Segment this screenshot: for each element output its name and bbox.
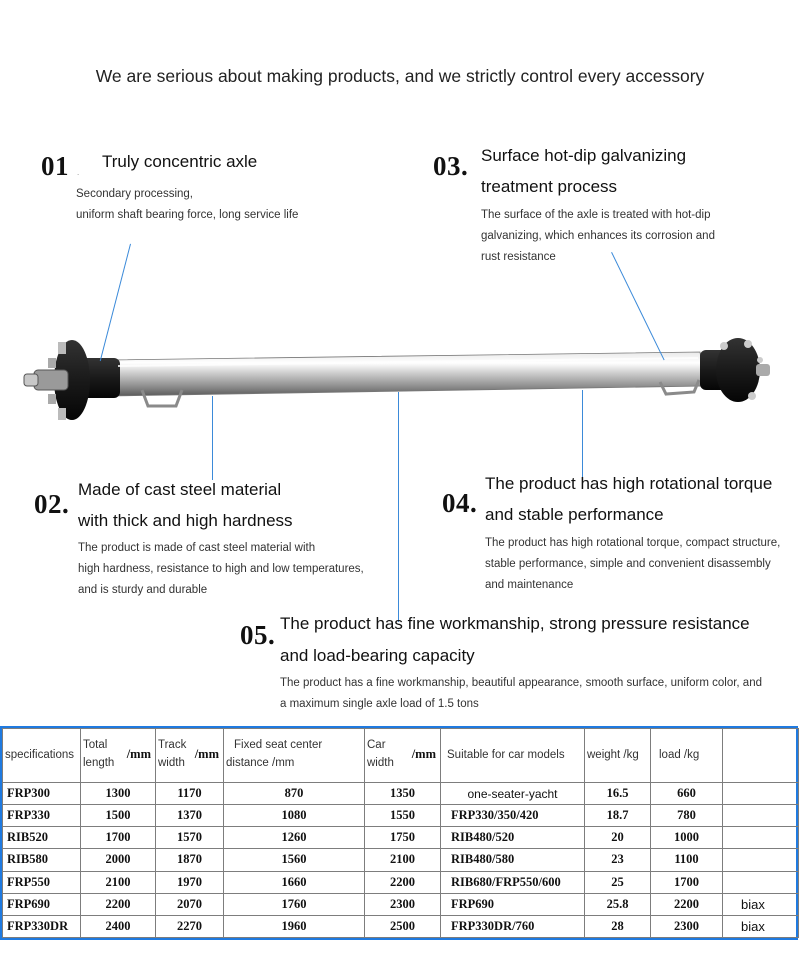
feature-02-desc-line: and is sturdy and durable [78, 584, 208, 596]
cell-weight: 23 [585, 849, 651, 871]
cell-car-width: 1350 [365, 782, 441, 804]
cell-load: 2300 [651, 915, 723, 937]
cell-load: 1700 [651, 871, 723, 893]
cell-car-models: one-seater-yacht [441, 782, 585, 804]
leader-line-02 [212, 396, 213, 480]
cell-car-width: 2100 [365, 849, 441, 871]
cell-seat-distance: 1560 [224, 849, 365, 871]
feature-02-title: with thick and high hardness [78, 511, 293, 530]
feature-01-number: 01 [41, 151, 69, 181]
header-load: load /kg [651, 729, 723, 783]
cell-seat-distance: 870 [224, 782, 365, 804]
cell-load: 2200 [651, 893, 723, 915]
feature-03-desc-line: rust resistance [481, 251, 556, 263]
cell-car-models: FRP330/350/420 [441, 805, 585, 827]
cell-load: 1000 [651, 827, 723, 849]
cell-total-length: 1500 [81, 805, 156, 827]
feature-05-title: The product has fine workmanship, strong pressure resistance [280, 614, 750, 633]
cell-total-length: 2000 [81, 849, 156, 871]
cell-car-models: RIB480/520 [441, 827, 585, 849]
cell-car-width: 2300 [365, 893, 441, 915]
cell-track-width: 1970 [156, 871, 224, 893]
feature-02-desc-line: high hardness, resistance to high and low temperatures, [78, 563, 364, 575]
header-car-models: Suitable for car models [441, 729, 585, 783]
cell-car-models: FRP690 [441, 893, 585, 915]
cell-seat-distance: 1080 [224, 805, 365, 827]
cell-track-width: 1170 [156, 782, 224, 804]
cell-spec: FRP550 [3, 871, 81, 893]
cell-load: 660 [651, 782, 723, 804]
table-row [3, 915, 799, 937]
header-total-length: Total length /mm [81, 729, 156, 783]
table-row [3, 849, 799, 871]
feature-05-number: 05. [240, 620, 276, 650]
cell-weight: 16.5 [585, 782, 651, 804]
feature-01-title: Truly concentric axle [102, 152, 258, 171]
feature-03-title: treatment process [481, 177, 618, 196]
feature-04-title: The product has high rotational torque [485, 474, 773, 493]
cell-note [723, 827, 799, 849]
cell-car-models: FRP330DR/760 [441, 915, 585, 937]
feature-01-dot: . [77, 168, 80, 177]
feature-03-desc-line: The surface of the axle is treated with hot-dip [481, 209, 711, 221]
cell-note [723, 805, 799, 827]
cell-spec: FRP690 [3, 893, 81, 915]
cell-note [723, 782, 799, 804]
cell-car-width: 2500 [365, 915, 441, 937]
feature-01-desc-line: uniform shaft bearing force, long service life [76, 209, 299, 221]
cell-load: 780 [651, 805, 723, 827]
cell-track-width: 1570 [156, 827, 224, 849]
header-weight: weight /kg [585, 729, 651, 783]
feature-05-desc-line: The product has a fine workmanship, beautiful appearance, smooth surface, uniform color, and [280, 677, 762, 689]
headline: We are serious about making products, and we strictly control every accessory [95, 66, 705, 86]
cell-car-width: 1750 [365, 827, 441, 849]
header-extra [723, 729, 799, 783]
feature-04-desc-line: stable performance, simple and convenient disassembly [485, 558, 771, 570]
table-header-row [3, 729, 799, 783]
cell-car-width: 2200 [365, 871, 441, 893]
cell-spec: FRP300 [3, 782, 81, 804]
cell-weight: 25.8 [585, 893, 651, 915]
cell-seat-distance: 1660 [224, 871, 365, 893]
cell-note [723, 871, 799, 893]
leader-line-05 [398, 392, 399, 622]
table-row [3, 782, 799, 804]
cell-car-models: RIB480/580 [441, 849, 585, 871]
axle-illustration [0, 330, 800, 440]
header-specifications: specifications [3, 729, 81, 783]
specs-table [0, 726, 798, 940]
cell-spec: FRP330DR [3, 915, 81, 937]
cell-weight: 25 [585, 871, 651, 893]
cell-seat-distance: 1260 [224, 827, 365, 849]
feature-04-desc-line: and maintenance [485, 579, 574, 591]
cell-total-length: 1300 [81, 782, 156, 804]
feature-05-title: and load-bearing capacity [280, 646, 475, 665]
feature-03-number: 03. [433, 151, 469, 181]
cell-total-length: 1700 [81, 827, 156, 849]
cell-seat-distance: 1760 [224, 893, 365, 915]
cell-spec: RIB520 [3, 827, 81, 849]
cell-note: biax [723, 915, 799, 937]
cell-track-width: 1370 [156, 805, 224, 827]
header-car-width: Car width /mm [365, 729, 441, 783]
cell-spec: FRP330 [3, 805, 81, 827]
feature-03-title: Surface hot-dip galvanizing [481, 146, 687, 165]
cell-weight: 28 [585, 915, 651, 937]
cell-total-length: 2400 [81, 915, 156, 937]
feature-02-title: Made of cast steel material [78, 480, 282, 499]
table-row [3, 827, 799, 849]
feature-04-desc-line: The product has high rotational torque, compact structure, [485, 537, 781, 549]
feature-02-desc-line: The product is made of cast steel material with [78, 542, 316, 554]
cell-note [723, 849, 799, 871]
cell-load: 1100 [651, 849, 723, 871]
header-track-width: Track width /mm [156, 729, 224, 783]
cell-seat-distance: 1960 [224, 915, 365, 937]
cell-note: biax [723, 893, 799, 915]
cell-weight: 20 [585, 827, 651, 849]
feature-01-desc-line: Secondary processing, [76, 188, 193, 200]
header-seat-distance: Fixed seat center distance /mm [224, 729, 365, 783]
table-row [3, 805, 799, 827]
cell-track-width: 2270 [156, 915, 224, 937]
cell-track-width: 2070 [156, 893, 224, 915]
feature-04-title: and stable performance [485, 505, 664, 524]
feature-04-number: 04. [442, 488, 478, 518]
feature-03-desc-line: galvanizing, which enhances its corrosion and [481, 230, 715, 242]
cell-weight: 18.7 [585, 805, 651, 827]
cell-total-length: 2200 [81, 893, 156, 915]
cell-spec: RIB580 [3, 849, 81, 871]
left-cap [34, 370, 68, 390]
cell-car-models: RIB680/FRP550/600 [441, 871, 585, 893]
cell-total-length: 2100 [81, 871, 156, 893]
feature-02-number: 02. [34, 489, 70, 519]
cell-car-width: 1550 [365, 805, 441, 827]
table-row [3, 871, 799, 893]
table-row [3, 893, 799, 915]
feature-05-desc-line: a maximum single axle load of 1.5 tons [280, 698, 479, 710]
cell-track-width: 1870 [156, 849, 224, 871]
